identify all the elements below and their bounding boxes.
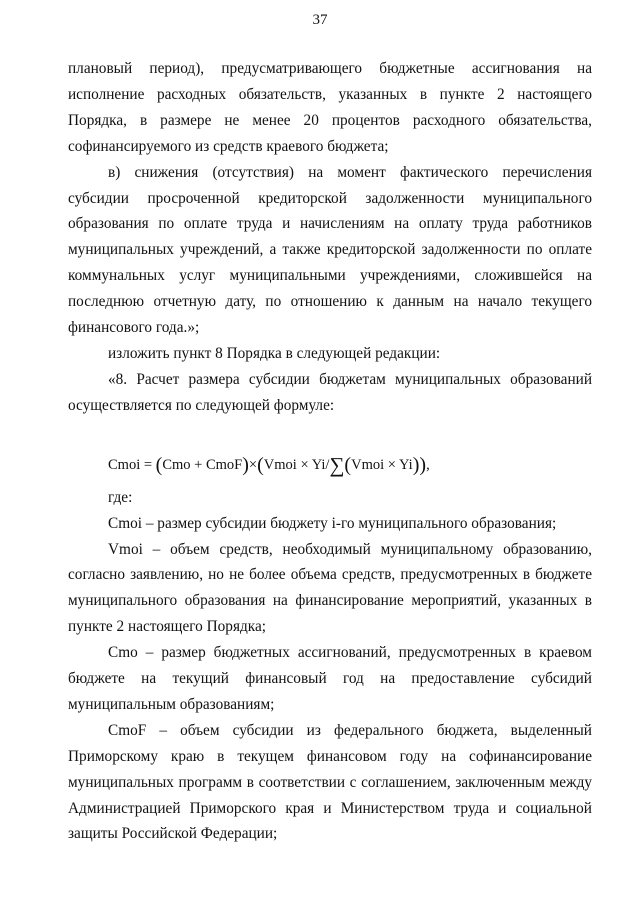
paragraph: в) снижения (отсутствия) на момент фактического перечисления субсидии просроченной кредиторской задолженности муниципального образования по оплате труда и начислениям на оплату труда работников муниципальных учреждений, а также кредиторской задолженности по оплате коммунальных услуг муниципальными учреждениями, сложившейся на последнюю отчетную дату, по отношению к данным на начало текущего финансового года.»; (68, 163, 592, 337)
formula-times-2: × (296, 456, 312, 473)
paragraph: плановый период), предусматривающего бюджетные ассигнования на исполнение расходных обязательств, указанных в пункте 2 настоящего Порядка, в размере не менее 20 процентов расходного обязательства, софинансируемого из средств краевого бюджета; (68, 60, 592, 155)
formula-comma: , (426, 456, 430, 473)
formula-paren-open-1: ( (155, 453, 163, 476)
formula-cmof: CmoF (205, 456, 243, 473)
formula-vmoi-1: Vmoi (263, 456, 297, 473)
formula-paren-close-1: ) (242, 453, 249, 476)
formula-sum-symbol: ∑ (329, 452, 345, 477)
formula-yi-2: Yi (399, 456, 413, 473)
paragraph: Cmoi – размер субсидии бюджету i-го муниципального образования; (108, 514, 557, 532)
formula-lhs: Cmoi (108, 456, 141, 473)
paragraph: «8. Расчет размера субсидии бюджетам муниципальных образований осуществляется по следующей формуле: (68, 370, 592, 414)
page-number: 37 (312, 12, 328, 28)
formula-times-1: × (248, 456, 258, 473)
formula-vmoi-2: Vmoi (351, 456, 385, 473)
subsidy-formula (108, 451, 592, 479)
formula-cmo: Cmo (162, 456, 191, 473)
formula-paren-open-2: ( (257, 453, 264, 476)
formula-paren-open-3: ( (344, 453, 352, 476)
document-body (68, 56, 592, 847)
paragraph: Vmoi – объем средств, необходимый муниципальному образованию, согласно заявлению, но не более объема средств, предусмотренных в бюджете муниципального образования на финансирование мероприятий, указанных в пункте 2 настоящего Порядка; (68, 540, 592, 636)
formula-paren-close-2: ) (419, 453, 427, 476)
paragraph: Cmo – размер бюджетных ассигнований, предусмотренных в краевом бюджете на текущий финансовый год на предоставление субсидий муниципальным образованиям; (68, 644, 592, 713)
formula-equals: = (140, 456, 156, 473)
formula-slash: / (325, 456, 330, 473)
formula-yi-1: Yi (311, 456, 326, 473)
paragraph: где: (108, 488, 133, 506)
paragraphs-after-formula (68, 485, 592, 848)
paragraphs-before-formula (68, 56, 592, 419)
formula-plus: + (190, 456, 206, 473)
formula-paren-close-3: ) (412, 453, 420, 476)
paragraph: изложить пункт 8 Порядка в следующей редакции: (108, 344, 441, 362)
formula-times-3: × (384, 456, 400, 473)
paragraph: CmoF – объем субсидии из федерального бюджета, выделенный Приморскому краю в текущем финансовом году на софинансирование муниципальных программ в соответствии с соглашением, заключенным между Администрацией Приморского края и Министерством труда и социальной защиты Российской Федерации; (68, 721, 592, 843)
